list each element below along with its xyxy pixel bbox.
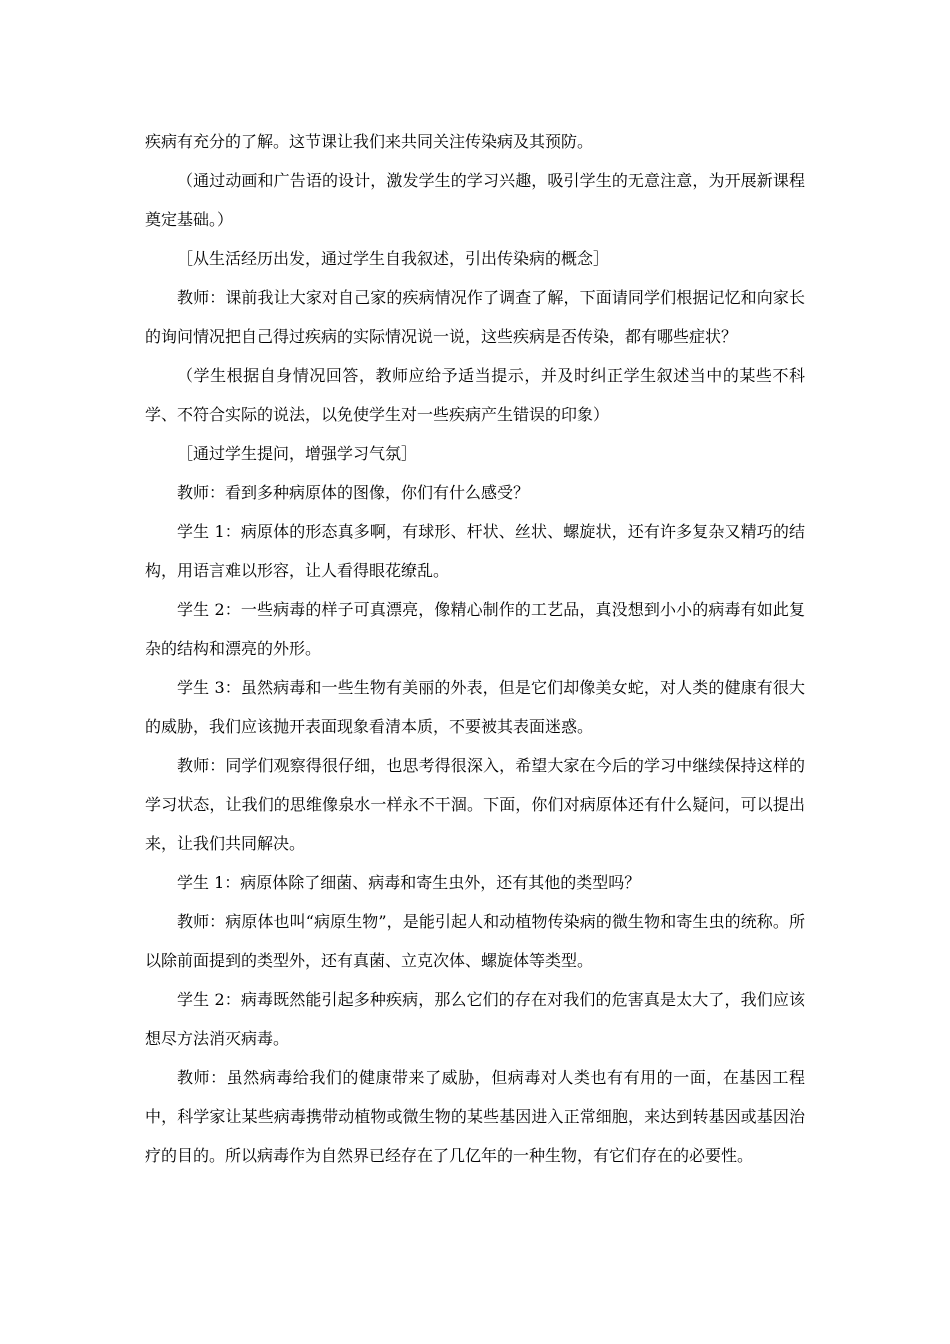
paragraph-teacher-pathogen-definition: 教师：病原体也叫“病原生物”，是能引起人和动植物传染病的微生物和寄生虫的统称。所以除前面提到的类型外，还有真菌、立克次体、螺旋体等类型。 [145, 912, 805, 970]
paragraph-student1-types: 学生 1：病原体除了细菌、病毒和寄生虫外，还有其他的类型吗？ [177, 873, 641, 892]
paragraph-student1-shapes: 学生 1：病原体的形态真多啊，有球形、杆状、丝状、螺旋状，还有许多复杂又精巧的结构，用语言难以形容，让人看得眼花缭乱。 [145, 522, 805, 580]
paragraph-teacher-encouragement: 教师：同学们观察得很仔细，也思考得很深入，希望大家在今后的学习中继续保持这样的学习状态，让我们的思维像泉水一样永不干涸。下面，你们对病原体还有什么疑问，可以提出来，让我们共同解决。 [145, 756, 805, 853]
paragraph-intro-continuation: 疾病有充分的了解。这节课让我们来共同关注传染病及其预防。 [145, 132, 594, 151]
section-heading-student-questions: ［通过学生提问，增强学习气氛］ [177, 444, 418, 463]
paragraph-teacher-pathogen-images: 教师：看到多种病原体的图像，你们有什么感受？ [177, 483, 530, 502]
paragraph-teacher-question: 教师：课前我让大家对自己家的疾病情况作了调查了解，下面请同学们根据记忆和向家长的询问情况把自己得过疾病的实际情况说一说，这些疾病是否传染，都有哪些症状？ [145, 288, 805, 346]
paragraph-student2-virus-beauty: 学生 2：一些病毒的样子可真漂亮，像精心制作的工艺品，真没想到小小的病毒有如此复杂的结构和漂亮的外形。 [145, 600, 805, 658]
paragraph-design-note: （通过动画和广告语的设计，激发学生的学习兴趣，吸引学生的无意注意，为开展新课程奠定基础。） [145, 171, 805, 229]
section-heading-life-experience: ［从生活经历出发，通过学生自我叙述，引出传染病的概念］ [177, 249, 610, 268]
paragraph-student3-threat: 学生 3：虽然病毒和一些生物有美丽的外表，但是它们却像美女蛇，对人类的健康有很大的威胁，我们应该抛开表面现象看清本质，不要被其表面迷惑。 [145, 678, 805, 736]
paragraph-student-answer-note: （学生根据自身情况回答，教师应给予适当提示，并及时纠正学生叙述当中的某些不科学、不符合实际的说法，以免使学生对一些疾病产生错误的印象） [145, 366, 805, 424]
document-body [145, 122, 805, 1175]
paragraph-student2-eliminate: 学生 2：病毒既然能引起多种疾病，那么它们的存在对我们的危害真是太大了，我们应该想尽方法消灭病毒。 [145, 990, 805, 1048]
paragraph-teacher-virus-usefulness: 教师：虽然病毒给我们的健康带来了威胁，但病毒对人类也有有用的一面，在基因工程中，科学家让某些病毒携带动植物或微生物的某些基因进入正常细胞，来达到转基因或基因治疗的目的。所以病毒作为自然界已经存在了几亿年的一种生物，有它们存在的必要性。 [145, 1068, 805, 1165]
